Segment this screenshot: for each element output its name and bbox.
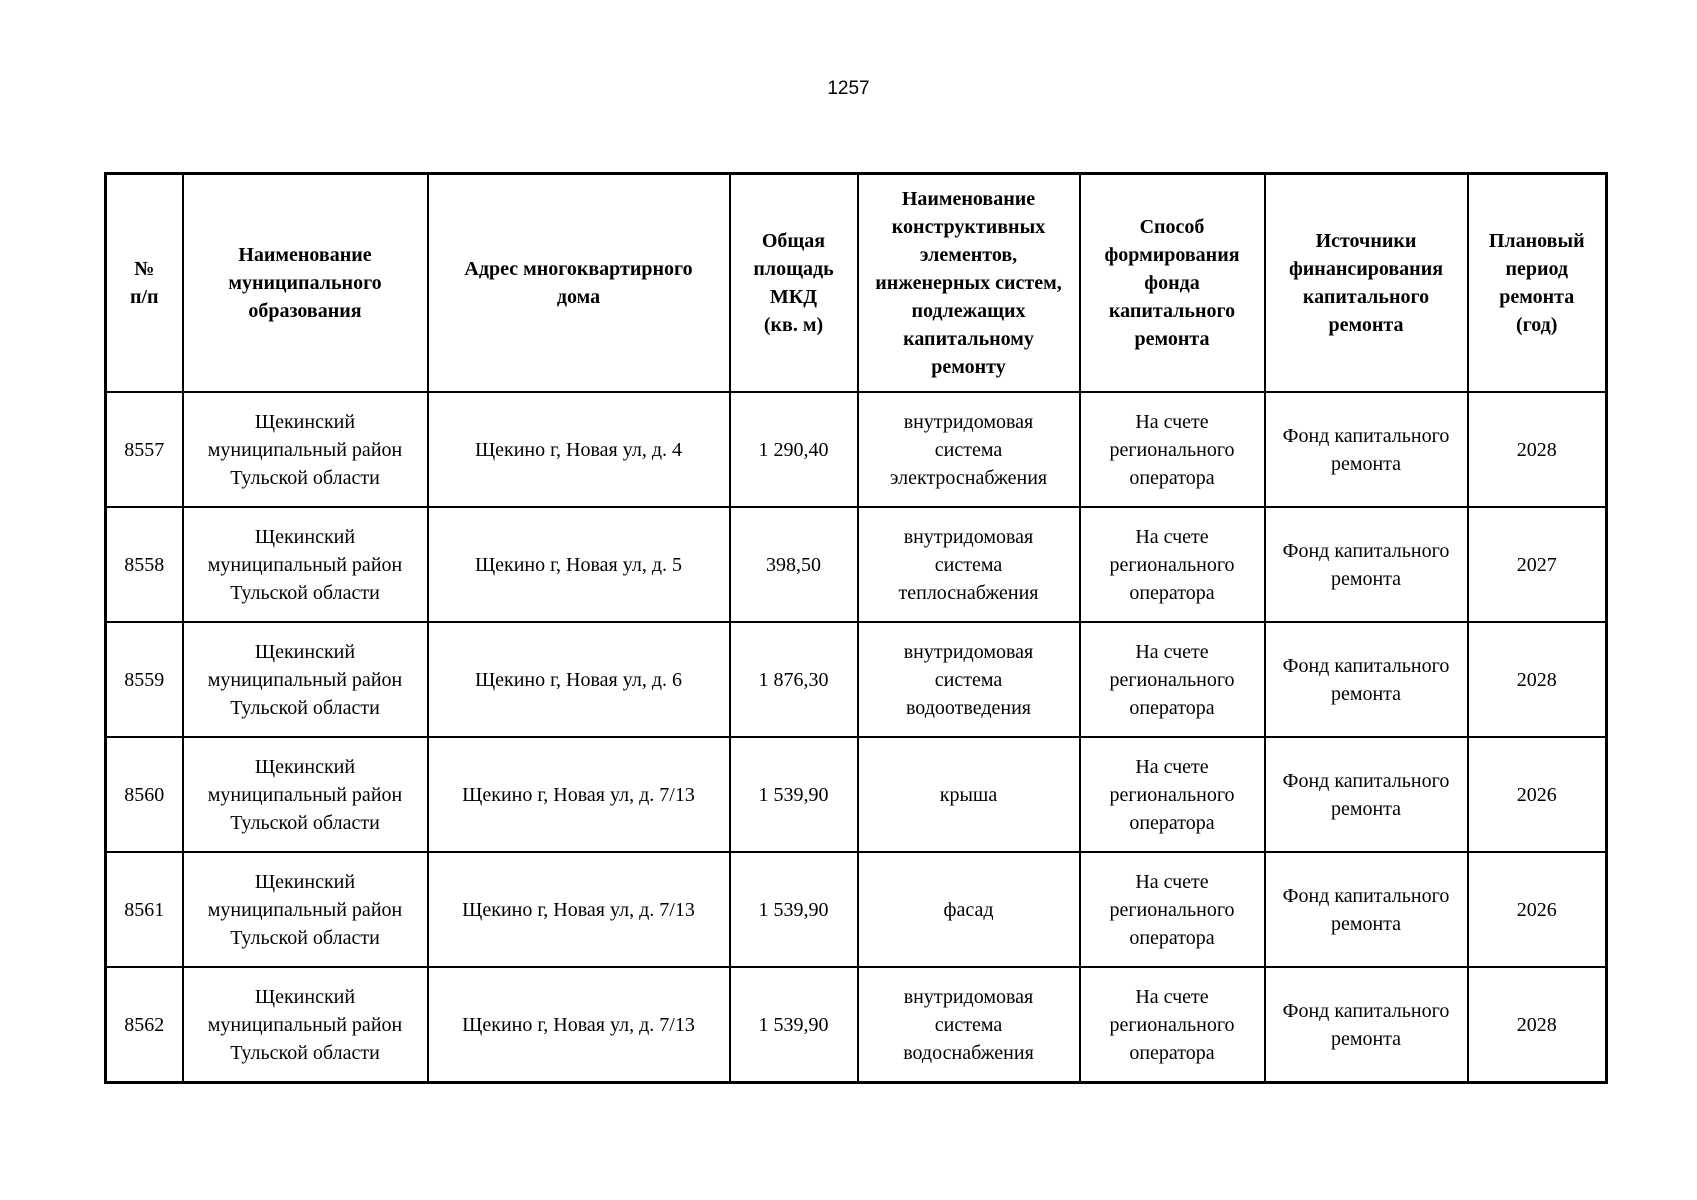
cell-address: Щекино г, Новая ул, д. 7/13 xyxy=(428,967,730,1083)
cell-area: 1 876,30 xyxy=(730,622,858,737)
table-row xyxy=(106,392,1607,507)
cell-elements: внутридомовая система водоснабжения xyxy=(858,967,1080,1083)
cell-planned-period: 2026 xyxy=(1468,852,1607,967)
cell-municipality: Щекинский муниципальный район Тульской области xyxy=(183,967,428,1083)
cell-address: Щекино г, Новая ул, д. 4 xyxy=(428,392,730,507)
header-area: Общая площадь МКД (кв. м) xyxy=(730,174,858,393)
table-row xyxy=(106,967,1607,1083)
cell-area: 1 539,90 xyxy=(730,967,858,1083)
cell-municipality: Щекинский муниципальный район Тульской области xyxy=(183,507,428,622)
table-row xyxy=(106,507,1607,622)
cell-number: 8562 xyxy=(106,967,183,1083)
cell-address: Щекино г, Новая ул, д. 6 xyxy=(428,622,730,737)
cell-elements: внутридомовая система теплоснабжения xyxy=(858,507,1080,622)
cell-address: Щекино г, Новая ул, д. 7/13 xyxy=(428,737,730,852)
cell-planned-period: 2028 xyxy=(1468,392,1607,507)
table-header-row xyxy=(106,174,1607,393)
cell-fund-method: На счете регионального оператора xyxy=(1080,737,1265,852)
cell-municipality: Щекинский муниципальный район Тульской области xyxy=(183,737,428,852)
cell-municipality: Щекинский муниципальный район Тульской области xyxy=(183,622,428,737)
cell-address: Щекино г, Новая ул, д. 5 xyxy=(428,507,730,622)
header-elements: Наименование конструктивных элементов, инженерных систем, подлежащих капитальному ремонту xyxy=(858,174,1080,393)
cell-number: 8557 xyxy=(106,392,183,507)
cell-elements: крыша xyxy=(858,737,1080,852)
cell-planned-period: 2028 xyxy=(1468,622,1607,737)
cell-funding-source: Фонд капитального ремонта xyxy=(1265,737,1468,852)
cell-elements: фасад xyxy=(858,852,1080,967)
cell-number: 8558 xyxy=(106,507,183,622)
cell-fund-method: На счете регионального оператора xyxy=(1080,852,1265,967)
header-planned-period: Плановый период ремонта (год) xyxy=(1468,174,1607,393)
cell-area: 1 539,90 xyxy=(730,852,858,967)
cell-funding-source: Фонд капитального ремонта xyxy=(1265,967,1468,1083)
cell-number: 8560 xyxy=(106,737,183,852)
table-row xyxy=(106,622,1607,737)
cell-funding-source: Фонд капитального ремонта xyxy=(1265,852,1468,967)
capital-repair-table xyxy=(104,172,1608,1084)
cell-funding-source: Фонд капитального ремонта xyxy=(1265,392,1468,507)
cell-fund-method: На счете регионального оператора xyxy=(1080,507,1265,622)
header-municipality: Наименование муниципального образования xyxy=(183,174,428,393)
table-row xyxy=(106,852,1607,967)
cell-municipality: Щекинский муниципальный район Тульской области xyxy=(183,392,428,507)
page-number: 1257 xyxy=(827,78,870,99)
header-number: № п/п xyxy=(106,174,183,393)
cell-area: 1 539,90 xyxy=(730,737,858,852)
cell-funding-source: Фонд капитального ремонта xyxy=(1265,507,1468,622)
cell-planned-period: 2027 xyxy=(1468,507,1607,622)
cell-planned-period: 2026 xyxy=(1468,737,1607,852)
cell-fund-method: На счете регионального оператора xyxy=(1080,392,1265,507)
cell-fund-method: На счете регионального оператора xyxy=(1080,967,1265,1083)
header-funding-source: Источники финансирования капитального ремонта xyxy=(1265,174,1468,393)
cell-municipality: Щекинский муниципальный район Тульской области xyxy=(183,852,428,967)
cell-elements: внутридомовая система электроснабжения xyxy=(858,392,1080,507)
cell-elements: внутридомовая система водоотведения xyxy=(858,622,1080,737)
cell-fund-method: На счете регионального оператора xyxy=(1080,622,1265,737)
cell-funding-source: Фонд капитального ремонта xyxy=(1265,622,1468,737)
cell-number: 8561 xyxy=(106,852,183,967)
header-address: Адрес многоквартирного дома xyxy=(428,174,730,393)
cell-area: 1 290,40 xyxy=(730,392,858,507)
header-fund-method: Способ формирования фонда капитального ремонта xyxy=(1080,174,1265,393)
cell-planned-period: 2028 xyxy=(1468,967,1607,1083)
table-row xyxy=(106,737,1607,852)
cell-area: 398,50 xyxy=(730,507,858,622)
cell-number: 8559 xyxy=(106,622,183,737)
cell-address: Щекино г, Новая ул, д. 7/13 xyxy=(428,852,730,967)
